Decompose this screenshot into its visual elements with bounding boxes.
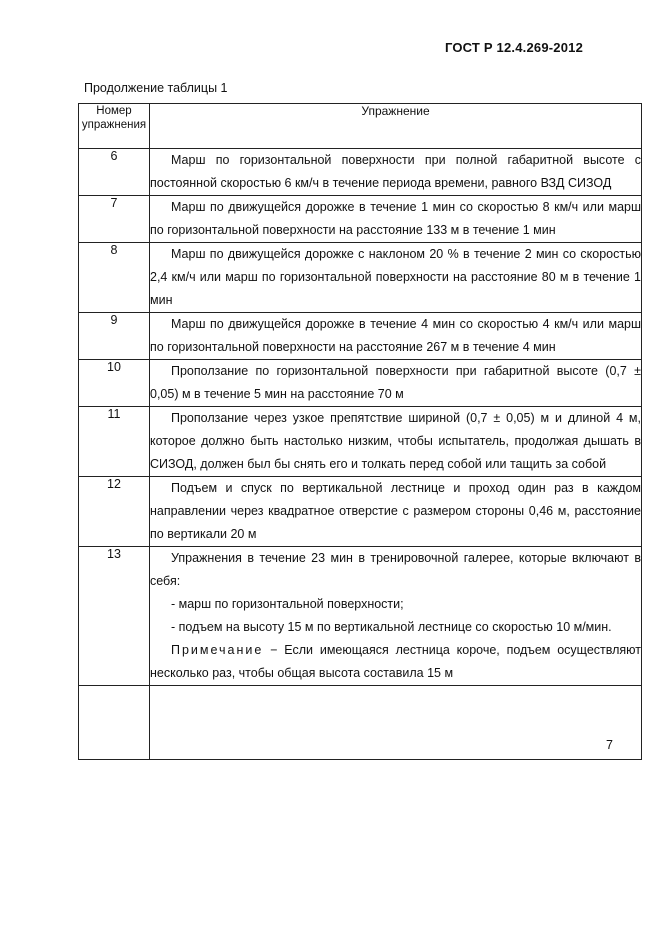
exercise-text: Марш по движущейся дорожке в течение 1 мин со скоростью 8 км/ч или марш по горизонтальной поверхности на расстояние 133 м в течение 1 мин [150, 200, 641, 237]
header-exercise [150, 104, 642, 149]
row-exercise [150, 313, 642, 360]
header-number-label: Номер упражнения [81, 105, 147, 131]
row-exercise [150, 407, 642, 477]
exercise-text: Упражнения в течение 23 мин в тренировочной галерее, которые включают в себя: [150, 551, 641, 588]
row-number: 13 [79, 547, 150, 686]
row-exercise [150, 243, 642, 313]
exercise-text: Проползание по горизонтальной поверхности при габаритной высоте (0,7 ± 0,05) м в течение 5 мин на расстояние 70 м [150, 364, 641, 401]
row-exercise [150, 196, 642, 243]
table-row [79, 313, 642, 360]
exercise-text: Проползание через узкое препятствие шириной (0,7 ± 0,05) м и длиной 4 м, которое должно быть настолько низким, чтобы испытатель, продолжая дышать в СИЗОД, должен был бы снять его и толкать перед собой или тащить за собой [150, 411, 641, 471]
header-exercise-label: Упражнение [361, 104, 430, 118]
exercise-text: Подъем и спуск по вертикальной лестнице и проход один раз в каждом направлении через квадратное отверстие с размером стороны 0,46 м, расстояние по вертикали 20 м [150, 481, 641, 541]
row-number: 10 [79, 360, 150, 407]
document-code: ГОСТ Р 12.4.269-2012 [444, 40, 583, 55]
table-caption: Продолжение таблицы 1 [84, 81, 228, 95]
empty-exercise-cell [150, 686, 642, 760]
exercise-text: Марш по движущейся дорожке с наклоном 20 % в течение 2 мин со скоростью 2,4 км/ч или марш по горизонтальной поверхности на расстояние 80 м в течение 1 мин [150, 247, 641, 307]
row-number: 12 [79, 477, 150, 547]
table-row [79, 407, 642, 477]
empty-number-cell [79, 686, 150, 760]
table-row [79, 360, 642, 407]
row-exercise [150, 477, 642, 547]
exercise-text: Марш по горизонтальной поверхности при полной габаритной высоте с постоянной скоростью 6 км/ч в течение периода времени, равного ВЗД СИЗОД [150, 153, 641, 190]
row-exercise [150, 547, 642, 686]
row-number: 6 [79, 149, 150, 196]
exercise-note [150, 639, 641, 685]
exercise-table [78, 103, 642, 760]
table-row [79, 196, 642, 243]
table-row [79, 547, 642, 686]
exercise-list-item: - подъем на высоту 15 м по вертикальной лестнице со скоростью 10 м/мин. [171, 620, 612, 634]
row-exercise [150, 360, 642, 407]
page-number: 7 [606, 738, 613, 752]
exercise-text: Марш по движущейся дорожке в течение 4 мин со скоростью 4 км/ч или марш по горизонтальной поверхности на расстояние 267 м в течение 4 мин [150, 317, 641, 354]
header-number [79, 104, 150, 149]
table-row [79, 149, 642, 196]
table-row-empty [79, 686, 642, 760]
note-text: − Если имеющаяся лестница короче, подъем осуществляют несколько раз, чтобы общая высота составила 15 м [150, 643, 641, 680]
row-exercise [150, 149, 642, 196]
row-number: 8 [79, 243, 150, 313]
row-number: 7 [79, 196, 150, 243]
row-number: 9 [79, 313, 150, 360]
exercise-list-item: - марш по горизонтальной поверхности; [171, 597, 404, 611]
table-row [79, 243, 642, 313]
note-label: Примечание [171, 643, 264, 657]
row-number: 11 [79, 407, 150, 477]
table-header-row [79, 104, 642, 149]
table-row [79, 477, 642, 547]
